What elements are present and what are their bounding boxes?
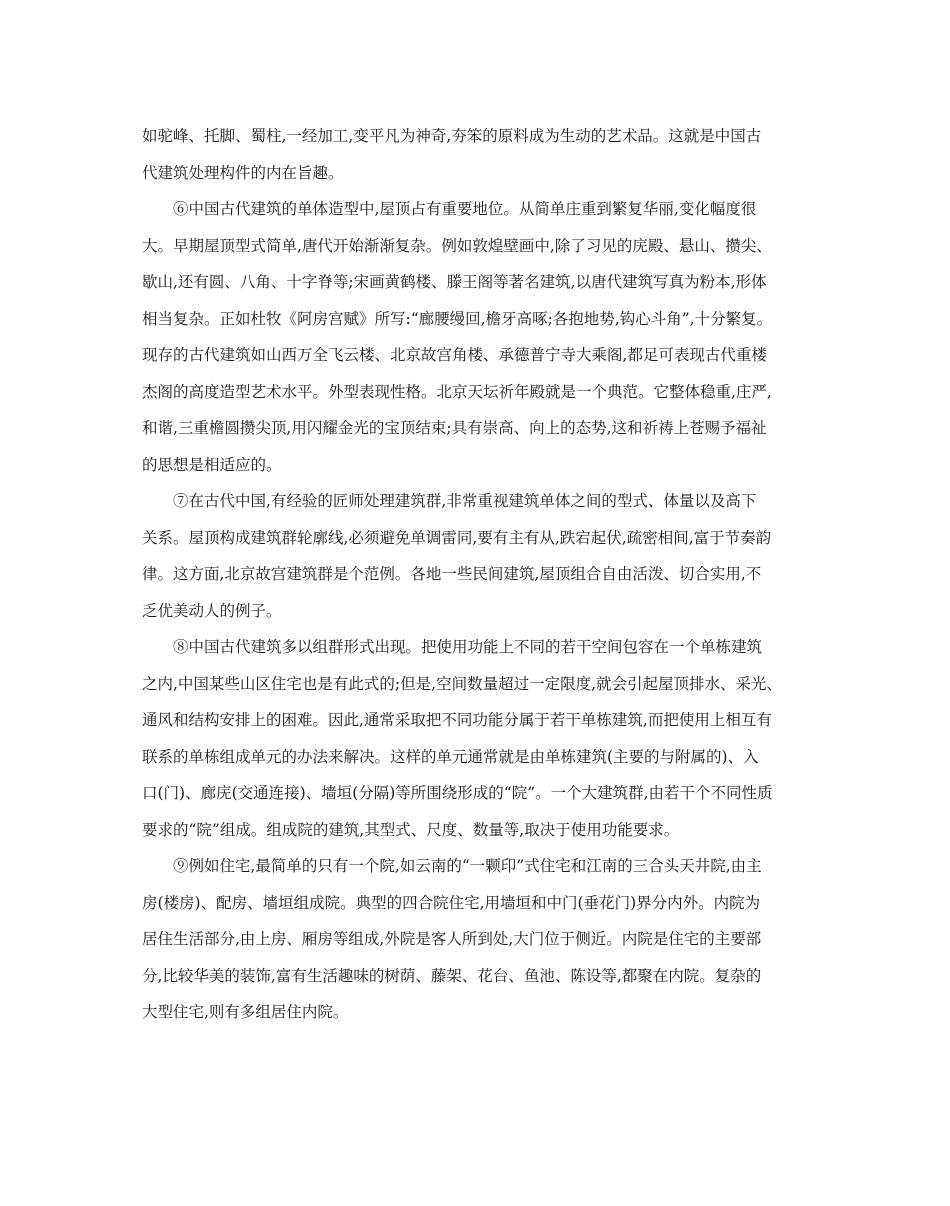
text-line: ⑥中国古代建筑的单体造型中,屋顶占有重要地位。从简单庄重到繁复华丽,变化幅度很 [173,200,757,218]
text-line: 和谐,三重檐圆攒尖顶,用闪耀金光的宝顶结束;具有崇高、向上的态势,这和祈祷上苍赐予福祉 [142,419,767,437]
text-line: 分,比较华美的装饰,富有生活趣味的树荫、藤架、花台、鱼池、陈设等,都聚在内院。复杂的 [142,966,762,985]
text-line: 要求的“院”组成。组成院的建筑,其型式、尺度、数量等,取决于使用功能要求。 [142,820,680,839]
text-line: 现存的古代建筑如山西万全飞云楼、北京故宫角楼、承德普宁寺大乘阁,都足可表现古代重楼 [142,346,767,364]
text-line: 关系。屋顶构成建筑群轮廓线,必须避免单调雷同,要有主有从,跌宕起伏,疏密相间,富于节奏韵 [142,528,772,547]
text-line: 之内,中国某些山区住宅也是有此式的;但是,空间数量超过一定限度,就会引起屋顶排水、采光、 [142,674,783,693]
text-line: 的思想是相适应的。 [142,455,282,474]
text-line: 大型住宅,则有多组居住内院。 [142,1003,349,1021]
paragraph-8 [142,629,812,848]
paragraph-5-continued [142,118,812,191]
text-line: ⑨例如住宅,最简单的只有一个院,如云南的“一颗印”式住宅和江南的三合头天井院,由主 [173,857,762,875]
text-line: 居住生活部分,由上房、厢房等组成,外院是客人所到处,大门位于侧近。内院是住宅的主要部 [142,930,762,948]
text-line: 杰阁的高度造型艺术水平。外型表现性格。北京天坛祈年殿就是一个典范。它整体稳重,庄严, [142,382,772,401]
text-line: 歇山,还有圆、八角、十字脊等;宋画黄鹤楼、滕王阁等著名建筑,以唐代建筑写真为粉本,形体 [142,273,767,291]
text-line: 律。这方面,北京故宫建筑群是个范例。各地一些民间建筑,屋顶组合自由活泼、切合实用,不 [142,565,762,583]
text-line: ⑦在古代中国,有经验的匠师处理建筑群,非常重视建筑单体之间的型式、体量以及高下 [173,492,757,510]
text-line: 通风和结构安排上的困难。因此,通常采取把不同功能分属于若干单栋建筑,而把使用上相互有 [142,711,772,729]
paragraph-7 [142,483,812,629]
text-line: 相当复杂。正如杜牧《阿房宫赋》所写:“廊腰缦回,檐牙高啄;各抱地势,钩心斗角”,十分繁复。 [142,309,773,328]
text-line: 乏优美动人的例子。 [142,601,282,620]
paragraph-6 [142,191,812,483]
text-line: 口(门)、廊庑(交通连接)、墙垣(分隔)等所围绕形成的“院”。一个大建筑群,由若干个不同性质 [142,784,773,802]
text-line: 代建筑处理构件的内在旨趣。 [142,163,344,182]
paragraph-9 [142,848,812,1031]
text-line: 大。早期屋顶型式简单,唐代开始渐渐复杂。例如敦煌壁画中,除了习见的庑殿、悬山、攒尖、 [142,236,772,255]
text-line: 房(楼房)、配房、墙垣组成院。典型的四合院住宅,用墙垣和中门(垂花门)界分内外。内院为 [142,893,761,912]
document-body [142,118,812,1031]
text-line: 如驼峰、托脚、蜀柱,一经加工,变平凡为神奇,夯笨的原料成为生动的艺术品。这就是中国古 [142,127,762,145]
text-line: ⑧中国古代建筑多以组群形式出现。把使用功能上不同的若干空间包容在一个单栋建筑 [173,638,763,656]
text-line: 联系的单栋组成单元的办法来解决。这样的单元通常就是由单栋建筑(主要的与附属的)、入 [142,747,759,766]
